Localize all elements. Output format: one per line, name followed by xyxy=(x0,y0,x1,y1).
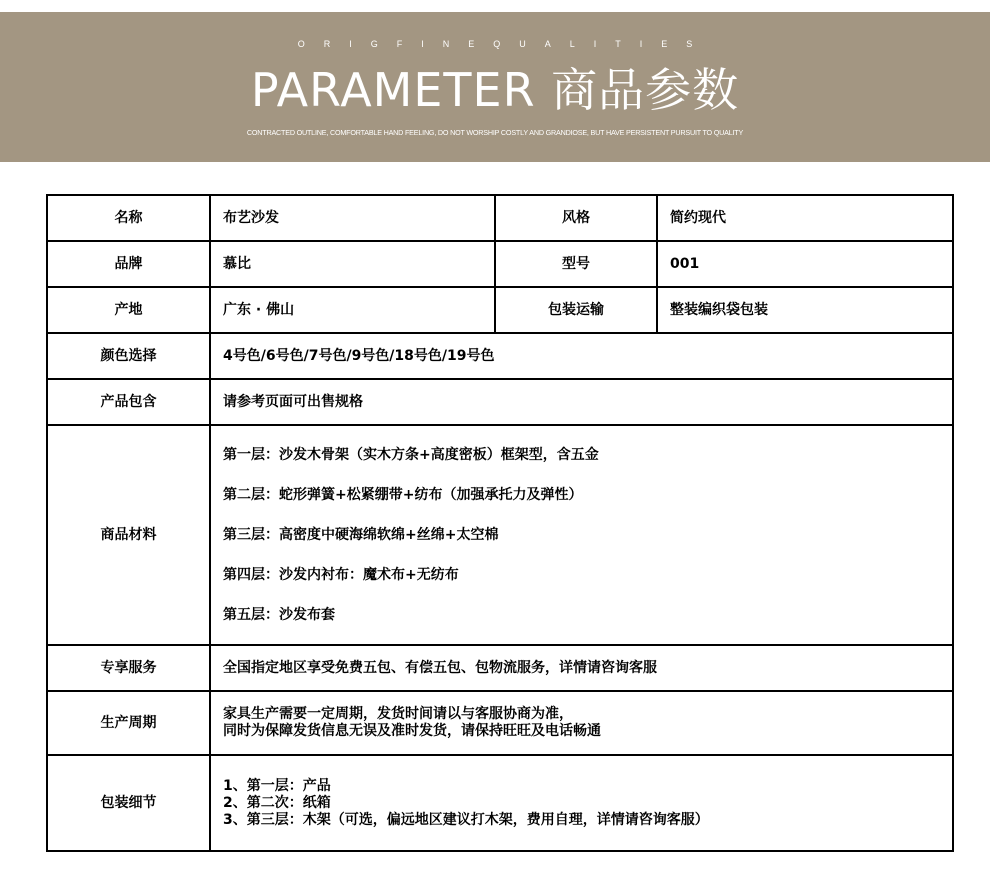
table-row xyxy=(47,425,953,645)
table-row xyxy=(47,645,953,691)
include-value: 请参考页面可出售规格 xyxy=(210,379,953,425)
shipping-label: 包装运输 xyxy=(495,287,657,333)
table-row xyxy=(47,755,953,851)
material-item: 第四层：沙发内衬布：魔术布+无纺布 xyxy=(223,567,459,583)
table-row xyxy=(47,333,953,379)
cycle-line: 同时为保障发货信息无误及准时发货，请保持旺旺及电话畅通 xyxy=(223,723,601,739)
name-value: 布艺沙发 xyxy=(210,195,495,241)
shipping-value: 整装编织袋包装 xyxy=(657,287,953,333)
parameter-table xyxy=(46,194,954,852)
banner-subtitle-letters: ORIGFINEQUALITIES xyxy=(297,39,712,49)
material-item: 第二层：蛇形弹簧+松紧绷带+纺布（加强承托力及弹性） xyxy=(223,487,583,503)
header-banner xyxy=(0,12,990,162)
pack-label: 包装细节 xyxy=(47,755,210,851)
pack-line: 2、第二次：纸箱 xyxy=(223,794,331,811)
origin-value: 广东 · 佛山 xyxy=(210,287,495,333)
material-label: 商品材料 xyxy=(47,425,210,645)
color-value: 4号色/6号色/7号色/9号色/18号色/19号色 xyxy=(210,333,953,379)
service-value: 全国指定地区享受免费五包、有偿五包、包物流服务，详情请咨询客服 xyxy=(210,645,953,691)
style-label: 风格 xyxy=(495,195,657,241)
pack-line: 1、第一层：产品 xyxy=(223,777,331,794)
model-value: 001 xyxy=(657,241,953,287)
brand-label: 品牌 xyxy=(47,241,210,287)
include-label: 产品包含 xyxy=(47,379,210,425)
banner-title: PARAMETER 商品参数 xyxy=(250,63,740,117)
name-label: 名称 xyxy=(47,195,210,241)
service-label: 专享服务 xyxy=(47,645,210,691)
brand-value: 慕比 xyxy=(210,241,495,287)
banner-tagline: CONTRACTED OUTLINE, COMFORTABLE HAND FEELING, DO NOT WORSHIP COSTLY AND GRANDIOSE, BUT HAVE PERSISTENT PURSUIT TO QUALITY xyxy=(246,128,744,137)
table-row xyxy=(47,287,953,333)
cycle-value xyxy=(210,691,953,755)
material-item: 第三层：高密度中硬海绵软绵+丝绵+太空棉 xyxy=(223,527,499,543)
table-row xyxy=(47,691,953,755)
style-value: 简约现代 xyxy=(657,195,953,241)
table-row xyxy=(47,241,953,287)
color-label: 颜色选择 xyxy=(47,333,210,379)
material-list xyxy=(210,425,953,645)
material-item: 第五层：沙发布套 xyxy=(223,607,335,623)
model-label: 型号 xyxy=(495,241,657,287)
pack-line: 3、第三层：木架（可选，偏远地区建议打木架，费用自理，详情请咨询客服） xyxy=(223,811,709,828)
cycle-label: 生产周期 xyxy=(47,691,210,755)
table-row xyxy=(47,195,953,241)
table-row xyxy=(47,379,953,425)
pack-value xyxy=(210,755,953,851)
material-item: 第一层：沙发木骨架（实木方条+高度密板）框架型，含五金 xyxy=(223,447,599,463)
cycle-line: 家具生产需要一定周期，发货时间请以与客服协商为准， xyxy=(223,706,573,722)
origin-label: 产地 xyxy=(47,287,210,333)
